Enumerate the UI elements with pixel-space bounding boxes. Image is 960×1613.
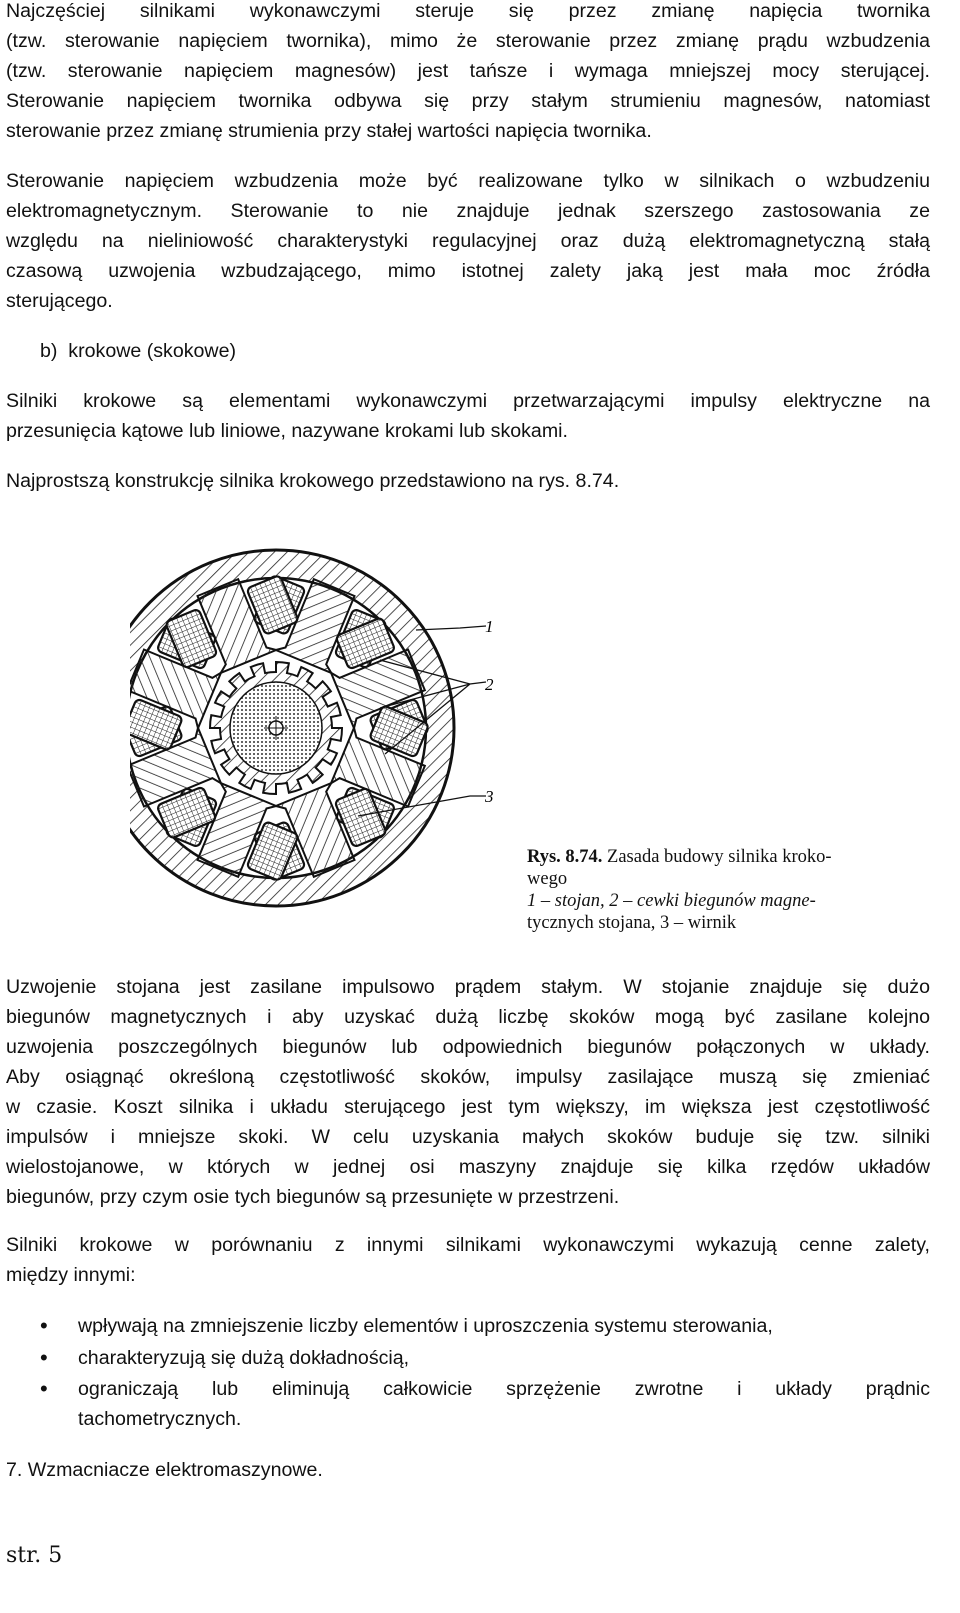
paragraph-5-line: uzwojenia poszczególnych biegunów lub odpowiednich biegunów połączonych w układy. (6, 1036, 930, 1058)
paragraph-4: Najprostszą konstrukcję silnika krokowego przedstawiono na rys. 8.74. (6, 470, 620, 492)
figure-caption-line-2: wego (527, 869, 568, 889)
paragraph-2-line: sterującego. (6, 290, 113, 312)
figure-label-1: 1 (485, 617, 494, 636)
paragraph-1-line: (tzw. sterowanie napięciem twornika), mimo że sterowanie przez zmianę prądu wzbudzenia (6, 30, 930, 52)
paragraph-5-line: Uzwojenie stojana jest zasilane impulsowo prądem stałym. W stojanie znajduje się dużo (6, 976, 930, 998)
paragraph-5-line: Aby osiągnąć określoną częstotliwość skoków, impulsy zasilające muszą się zmieniać (6, 1066, 930, 1088)
paragraph-3-line: Silniki krokowe są elementami wykonawczymi przetwarzającymi impulsy elektryczne na (6, 390, 930, 412)
bullet-icon: • (40, 1376, 48, 1401)
figure-caption-line-3: 1 – stojan, 2 – cewki biegunów magne- (527, 891, 816, 911)
paragraph-5-line: wielostojanowe, w których w jednej osi maszyny znajduje się kilka rzędów układów (6, 1156, 930, 1178)
bullet-icon: • (40, 1345, 48, 1370)
paragraph-1-line: Najczęściej silnikami wykonawczymi steruje się przez zmianę napięcia twornika (6, 0, 930, 22)
motor-cross-section (130, 550, 454, 906)
figure-caption-line-1 (527, 846, 867, 868)
figure-label-2: 2 (485, 675, 494, 694)
paragraph-5-line: impulsów i mniejsze skoki. W celu uzyskania małych skoków buduje się tzw. silniki (6, 1126, 930, 1148)
paragraph-1-line: (tzw. sterowanie napięciem magnesów) jest tańsze i wymaga mniejszej mocy sterującej. (6, 60, 930, 82)
paragraph-2-line: Sterowanie napięciem wzbudzenia może być realizowane tylko w silnikach o wzbudzeniu (6, 170, 930, 192)
paragraph-6-line: między innymi: (6, 1264, 136, 1286)
paragraph-5-line: biegunów magnetycznych i aby uzyskać dużą liczbę skoków mogą być zasilane kolejno (6, 1006, 930, 1028)
figure-caption-title: Rys. 8.74. (527, 847, 603, 867)
list-item-continuation: tachometrycznych. (78, 1408, 242, 1430)
page-number: str. 5 (6, 1543, 63, 1568)
figure-caption-line-4: tycznych stojana, 3 – wirnik (527, 913, 737, 933)
paragraph-2-line: czasową uzwojenia wzbudzającego, mimo istotnej zalety jaką jest mała moc źródła (6, 260, 930, 282)
list-item: ograniczają lub eliminują całkowicie sprzężenie zwrotne i układy prądnic (78, 1378, 930, 1400)
figure-label-3: 3 (485, 787, 494, 806)
paragraph-5-line: w czasie. Koszt silnika i układu sterującego jest tym większy, im większa jest częstotliwość (6, 1096, 930, 1118)
paragraph-2-line: względu na nieliniowość charakterystyki regulacyjnej oraz dużą elektromagnetyczną stałą (6, 230, 930, 252)
list-item: charakteryzują się dużą dokładnością, (78, 1347, 410, 1369)
paragraph-2-line: elektromagnetycznym. Sterowanie to nie znajduje jednak szerszego zastosowania ze (6, 200, 930, 222)
section-heading-b: b) krokowe (skokowe) (40, 340, 236, 362)
paragraph-3-line: przesunięcia kątowe lub liniowe, nazywane krokami lub skokami. (6, 420, 568, 442)
figure-caption-text: Zasada budowy silnika kroko- (602, 847, 832, 867)
list-item: wpływają na zmniejszenie liczby elementów i uproszczenia systemu sterowania, (78, 1315, 773, 1337)
rotor (210, 662, 342, 794)
section-7-heading: 7. Wzmacniacze elektromaszynowe. (6, 1459, 323, 1481)
bullet-icon: • (40, 1313, 48, 1338)
paragraph-5-line: biegunów, przy czym osie tych biegunów są przesunięte w przestrzeni. (6, 1186, 620, 1208)
paragraph-6-line: Silniki krokowe w porównaniu z innymi silnikami wykonawczymi wykazują cenne zalety, (6, 1234, 930, 1256)
paragraph-1-line: Sterowanie napięciem twornika odbywa się przy stałym strumieniu magnesów, natomiast (6, 90, 930, 112)
paragraph-1-line: sterowanie przez zmianę strumienia przy stałej wartości napięcia twornika. (6, 120, 652, 142)
